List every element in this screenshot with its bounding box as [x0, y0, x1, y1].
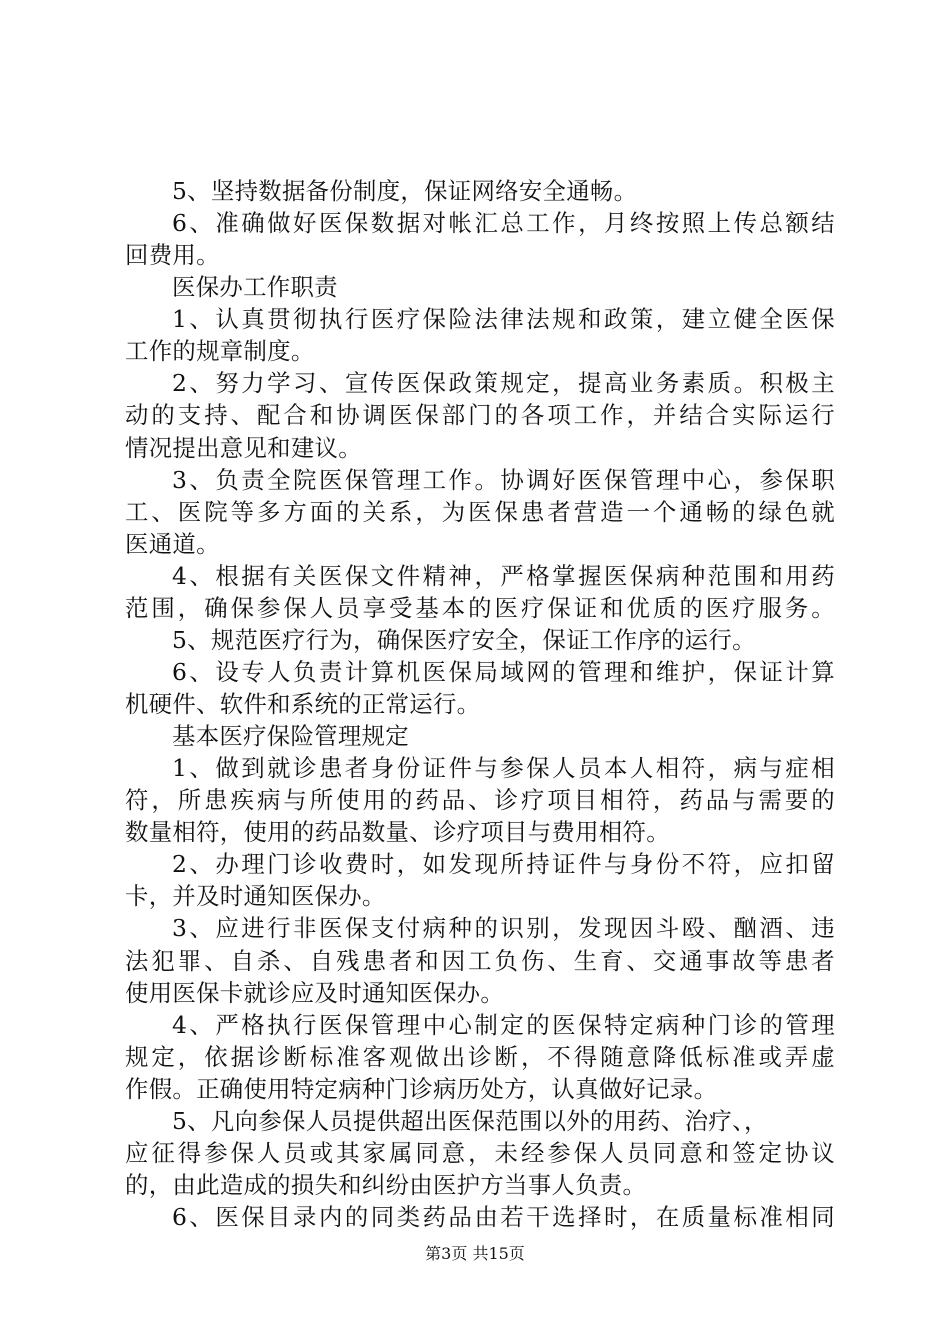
- text-line: 法犯罪、自杀、自残患者和因工负伤、生育、交通事故等患者: [125, 947, 835, 975]
- text-line: 5、规范医疗行为，确保医疗安全，保证工作序的运行。: [172, 626, 756, 654]
- page-number-footer: 第3页 共15页: [425, 1244, 525, 1263]
- text-line: 符，所患疾病与所使用的药品、诊疗项目相符，药品与需要的: [125, 786, 835, 814]
- text-line: 情况提出意见和建议。: [125, 434, 362, 462]
- section-heading: 基本医疗保险管理规定: [172, 722, 409, 750]
- section-heading: 医保办工作职责: [172, 273, 338, 301]
- text-line: 医通道。: [125, 530, 220, 558]
- text-line: 工作的规章制度。: [125, 337, 315, 365]
- text-line: 应征得参保人员或其家属同意，未经参保人员同意和签定协议: [125, 1139, 835, 1167]
- text-line: 机硬件、软件和系统的正常运行。: [125, 690, 481, 718]
- text-line: 回费用。: [125, 241, 220, 269]
- text-line: 工、医院等多方面的关系，为医保患者营造一个通畅的绿色就: [125, 498, 835, 526]
- text-line: 卡，并及时通知医保办。: [125, 882, 386, 910]
- text-line: 3、应进行非医保支付病种的识别，发现因斗殴、酗酒、违: [172, 914, 835, 942]
- text-line: 2、努力学习、宣传医保政策规定，提高业务素质。积极主: [172, 369, 835, 397]
- text-line: 使用医保卡就诊应及时通知医保办。: [125, 979, 505, 1007]
- text-line: 5、坚持数据备份制度，保证网络安全通畅。: [172, 177, 638, 205]
- text-line: 动的支持、配合和协调医保部门的各项工作，并结合实际运行: [125, 401, 835, 429]
- text-line: 作假。正确使用特定病种门诊病历处方，认真做好记录。: [125, 1075, 718, 1103]
- text-line: 6、准确做好医保数据对帐汇总工作，月终按照上传总额结: [172, 209, 835, 237]
- text-line: 4、严格执行医保管理中心制定的医保特定病种门诊的管理: [172, 1011, 835, 1039]
- text-line: 1、做到就诊患者身份证件与参保人员本人相符，病与症相: [172, 754, 835, 782]
- text-line: 3、负责全院医保管理工作。协调好医保管理中心，参保职: [172, 466, 835, 494]
- text-line: 1、认真贯彻执行医疗保险法律法规和政策，建立健全医保: [172, 305, 835, 333]
- text-line: 的，由此造成的损失和纠纷由医护方当事人负责。: [125, 1171, 647, 1199]
- text-line: 6、设专人负责计算机医保局域网的管理和维护，保证计算: [172, 658, 835, 686]
- text-line: 4、根据有关医保文件精神，严格掌握医保病种范围和用药: [172, 562, 835, 590]
- text-line: 5、凡向参保人员提供超出医保范围以外的用药、治疗、，: [172, 1107, 768, 1135]
- text-line: 6、医保目录内的同类药品由若干选择时，在质量标准相同: [172, 1203, 835, 1231]
- text-line: 2、办理门诊收费时，如发现所持证件与身份不符，应扣留: [172, 850, 835, 878]
- text-line: 规定，依据诊断标准客观做出诊断，不得随意降低标准或弄虚: [125, 1043, 835, 1071]
- text-line: 范围，确保参保人员享受基本的医疗保证和优质的医疗服务。: [125, 594, 835, 622]
- text-line: 数量相符，使用的药品数量、诊疗项目与费用相符。: [125, 818, 670, 846]
